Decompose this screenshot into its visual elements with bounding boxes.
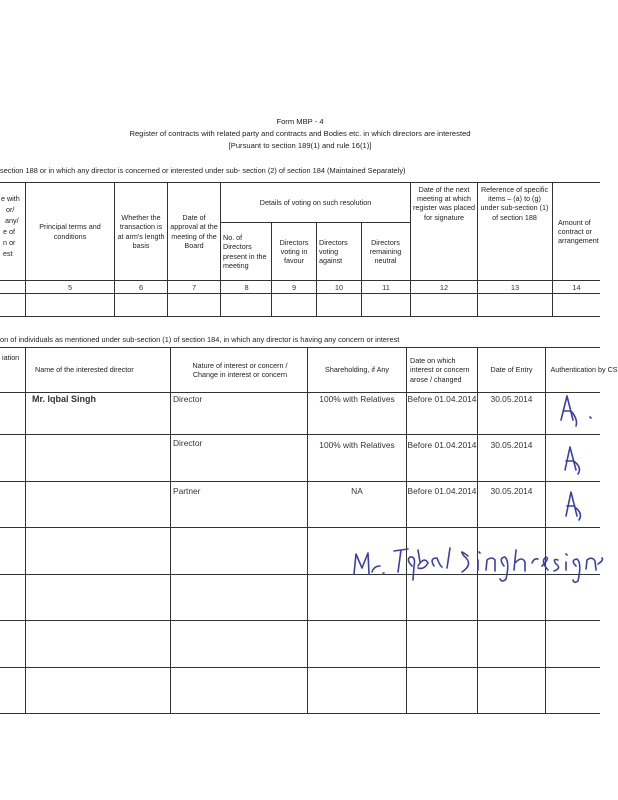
header-shareholding: Shareholding, if Any [325,365,389,375]
form-title: Form MBP - 4 [276,117,324,126]
cell-shareholding: NA [351,486,363,496]
column-number: 11 [382,283,390,292]
header-next-meeting: Date of the next meeting at which register was placed for signature [413,185,475,222]
signature-initials-row3 [566,492,580,520]
header-date-approval: Date of approval at the meeting of the Board [170,213,218,250]
column-number: 6 [138,283,144,292]
header-nature: Nature of interest or concern / Change in interest or concern [192,360,288,379]
cell-date-entry: 30.05.2014 [490,394,533,404]
cell-shareholding: 100% with Relatives [319,440,395,450]
header-principal-terms: Principal terms and conditions [39,222,101,241]
column-number: 10 [334,283,344,292]
header-association: iation [2,353,20,363]
column-number: 14 [572,283,581,292]
column-number: 8 [244,283,249,292]
cell-date-entry: 30.05.2014 [490,440,533,450]
form-subtitle: Register of contracts with related party and contracts and Bodies etc. in which directors are interested [129,129,471,138]
column-number: 7 [191,283,197,292]
part2-heading: on of individuals as mentioned under sub-section (1) of section 184, in which any director is having any concern or interest [0,335,400,344]
header-remaining-neutral: Directors remaining neutral [369,237,402,266]
cell-date-arose: Before 01.04.2014 [407,394,477,404]
header-date-interest: Date on which interest or concern arose / changed [410,356,470,384]
header-date-entry: Date of Entry [490,365,533,375]
header-amount: Amount of contract or arrangement [558,217,599,246]
document-page: Form MBP - 4 Register of contracts with related party and contracts and Bodies etc. in which directors are interested [Pursuant to section 189(1) and rule 16(1)] section 188 or in which any director is concerned or interested under sub- section (2) of section 184 (Maintained Separately) e with or/ any/ e of n or est Principal terms and conditions Whether the transaction is at arm's length basis Date of approval at the meeting of the Board Details of voting on such resolution No. of Directors present in the meeting Directors voting in favour Directors voting against Directors remaining neutral Date of the next meeting at which register was placed for signature Reference of specific items – (a) to (g) under sub-section (1) of section 188 Amount of contract or arrangement 5 6 7 8 9 10 11 12 13 14 on of individuals as mentioned under sub-section (1) of section 184, in which any director is having any concern or interest iation Name of the interested director Nature of interest or concern / Change in interest or concern Shareholding, if Any Date on which interest or concern arose / changed Date of Entry Authentication by CS Mr. Iqbal Singh Director 100% with Relatives Before 01.04.2014 30.05.2014 Director 100% with Relatives Before 01.04.2014 30.05.2014 Partner NA Before 01.04.2014 30.05.2014 [0,0,600,800]
header-interested-director: Name of the interested director [35,365,134,375]
signature-initials-row1 [561,396,591,426]
cell-date-arose: Before 01.04.2014 [407,486,477,496]
column-number: 5 [67,283,73,292]
signature-initials-row2 [565,447,579,474]
column-number: 9 [291,283,297,292]
cell-nature: Director [173,438,203,448]
cell-shareholding: 100% with Relatives [319,394,395,404]
cell-director: Mr. Iqbal Singh [32,394,97,404]
header-directors-present: No. of Directors present in the meeting [223,233,267,270]
header-voting-against: Directors voting against [319,237,348,266]
cell-date-arose: Before 01.04.2014 [407,440,477,450]
handwritten-note [354,548,603,582]
header-voting-group: Details of voting on such resolution [259,197,372,207]
column-number: 12 [439,283,449,292]
part1-heading: section 188 or in which any director is concerned or interested under sub- section (2) of section 184 (Maintained Separately) [0,166,406,175]
header-authentication: Authentication by CS [550,365,618,375]
column-number: 13 [510,283,520,292]
header-voting-favour: Directors voting in favour [279,237,309,266]
cell-nature: Director [173,394,203,404]
header-arms-length: Whether the transaction is at arm's length basis [117,213,165,250]
cell-date-entry: 30.05.2014 [490,486,533,496]
cell-nature: Partner [173,486,201,496]
header-reference: Reference of specific items – (a) to (g) under sub-section (1) of section 188 [480,185,549,222]
form-pursuant: [Pursuant to section 189(1) and rule 16(1)] [228,141,372,150]
